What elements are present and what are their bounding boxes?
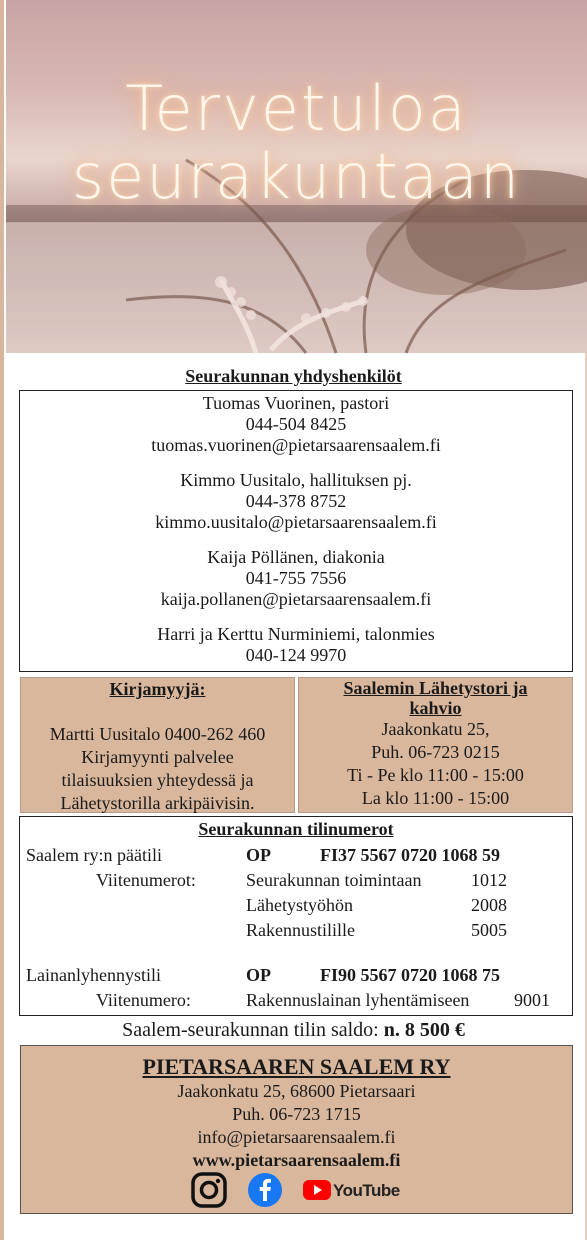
reference-name: Rakennustilille xyxy=(246,920,355,940)
reference-name: Lähetystyöhön xyxy=(246,895,353,915)
social-links xyxy=(21,1172,572,1212)
contact-phone[interactable]: 041-755 7556 xyxy=(245,568,347,588)
contacts-box xyxy=(19,390,573,672)
mission-shop-address: Jaakonkatu 25, xyxy=(381,719,490,739)
main-account-bank: OP xyxy=(246,845,271,865)
organization-address: Jaakonkatu 25, 68600 Pietarsaari xyxy=(177,1081,416,1101)
loan-reference-number: 9001 xyxy=(514,990,550,1010)
contact-email[interactable]: tuomas.vuorinen@pietarsaarensaalem.fi xyxy=(151,435,441,455)
reference-name: Seurakunnan toimintaan xyxy=(246,870,422,890)
hero-title-line2: seurakuntaan xyxy=(71,140,522,213)
loan-account-label: Lainanlyhennystili xyxy=(26,965,161,985)
hero-banner xyxy=(6,0,587,353)
loan-account-bank: OP xyxy=(246,965,271,985)
organization-name: PIETARSAAREN SAALEM RY xyxy=(142,1054,451,1079)
loan-reference-name: Rakennuslainan lyhentämiseen xyxy=(246,990,470,1010)
contact-card xyxy=(20,624,572,666)
left-border-strip xyxy=(0,0,4,1240)
church-info-footer xyxy=(20,1045,573,1214)
mission-shop-phone: Puh. 06-723 0215 xyxy=(371,742,500,762)
contact-card xyxy=(20,393,572,456)
book-sales-heading: Kirjamyyjä: xyxy=(109,679,206,699)
book-sales-text: Lähetystorilla arkipäivisin. xyxy=(60,793,255,813)
book-sales-contact: Martti Uusitalo 0400-262 460 xyxy=(49,724,266,744)
bank-accounts-heading: Seurakunnan tilinumerot xyxy=(198,819,394,839)
contacts-heading: Seurakunnan yhdyshenkilöt xyxy=(185,366,402,386)
account-balance-label: Saalem-seurakunnan tilin saldo: xyxy=(122,1019,384,1041)
organization-phone[interactable]: Puh. 06-723 1715 xyxy=(232,1104,361,1124)
main-account-label: Saalem ry:n päätili xyxy=(26,845,162,865)
book-sales-text: tilaisuuksien yhteydessä ja xyxy=(61,770,254,790)
contact-phone[interactable]: 044-378 8752 xyxy=(245,491,347,511)
reference-number: 5005 xyxy=(471,920,507,940)
bank-accounts-box xyxy=(19,816,573,1016)
mission-shop-box xyxy=(298,677,573,813)
mission-shop-heading: Saalemin Lähetystori ja xyxy=(343,678,528,698)
loan-reference-label: Viitenumero: xyxy=(96,990,191,1010)
contact-name: Harri ja Kerttu Nurminiemi, talonmies xyxy=(157,624,435,644)
facebook-icon[interactable] xyxy=(247,1172,283,1208)
contact-phone[interactable]: 044-504 8425 xyxy=(245,414,347,434)
organization-website[interactable]: www.pietarsaarensaalem.fi xyxy=(192,1150,401,1170)
account-balance-amount: n. 8 500 € xyxy=(383,1019,465,1041)
loan-account-iban: FI90 5567 0720 1068 75 xyxy=(320,965,500,985)
contact-email[interactable]: kimmo.uusitalo@pietarsaarensaalem.fi xyxy=(155,512,437,532)
hero-title-line1: Tervetuloa xyxy=(125,72,468,145)
mission-shop-hours: La klo 11:00 - 15:00 xyxy=(361,788,510,808)
reference-number: 2008 xyxy=(471,895,507,915)
mission-shop-hours: Ti - Pe klo 11:00 - 15:00 xyxy=(347,765,524,785)
mission-shop-heading: kahvio xyxy=(409,698,462,718)
contact-card xyxy=(20,470,572,533)
book-sales-text: Kirjamyynti palvelee xyxy=(81,747,234,767)
book-sales-box xyxy=(20,677,295,813)
main-account-iban: FI37 5567 0720 1068 59 xyxy=(320,845,500,865)
contact-name: Kimmo Uusitalo, hallituksen pj. xyxy=(180,470,412,490)
contact-name: Tuomas Vuorinen, pastori xyxy=(202,393,390,413)
reference-numbers-label: Viitenumerot: xyxy=(96,870,196,890)
account-balance xyxy=(0,1019,587,1042)
youtube-icon[interactable] xyxy=(303,1178,400,1202)
organization-email[interactable]: info@pietarsaarensaalem.fi xyxy=(197,1127,396,1147)
contact-email[interactable]: kaija.pollanen@pietarsaarensaalem.fi xyxy=(160,589,432,609)
instagram-icon[interactable] xyxy=(191,1172,227,1208)
contact-name: Kaija Pöllänen, diakonia xyxy=(207,547,385,567)
contact-card xyxy=(20,547,572,610)
youtube-wordmark: YouTube xyxy=(333,1181,400,1200)
reference-number: 1012 xyxy=(471,870,507,890)
contact-phone[interactable]: 040-124 9970 xyxy=(245,645,347,665)
